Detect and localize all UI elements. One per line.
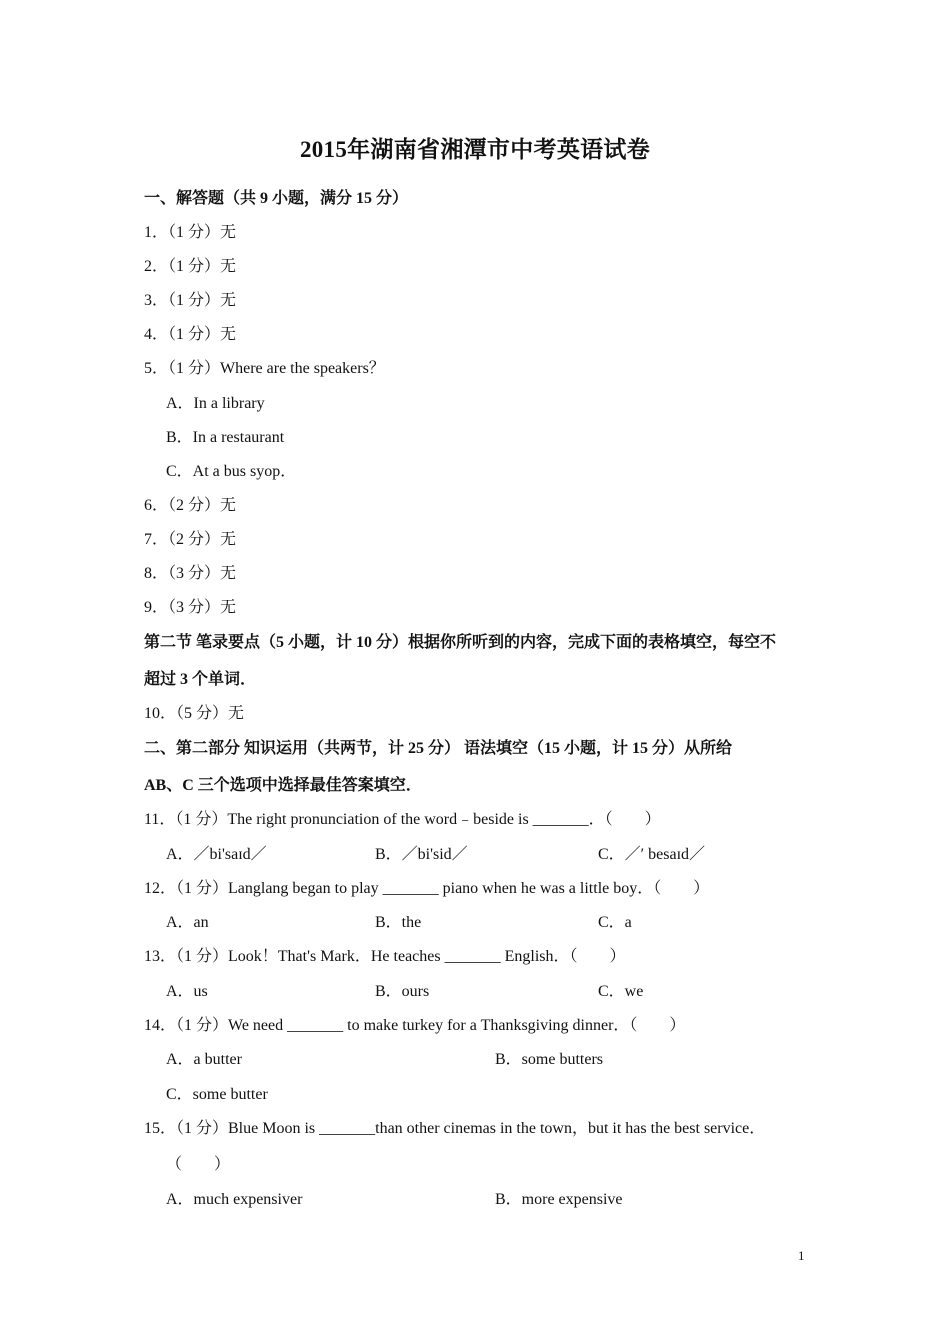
question-3: 3．（1 分）无 [144,292,237,309]
part2-heading-line2: 超过 3 个单词． [144,671,257,688]
question-9: 9．（3 分）无 [144,599,237,616]
question-11: 11．（1 分）The right pronunciation of the word﹣beside is _______．（ ） [144,811,661,828]
q11-option-a: A．／bi'saɪd／ [166,846,267,863]
q14-option-a: A．a butter [166,1051,242,1068]
q11-option-b: B．／bi'sid／ [375,846,468,863]
q5-option-a: A．In a library [166,395,265,412]
question-12: 12．（1 分）Langlang began to play _______ piano when he was a little boy．（ ） [144,880,710,897]
question-4: 4．（1 分）无 [144,326,237,343]
question-15: 15．（1 分）Blue Moon is _______than other cinemas in the town，but it has the best service． [144,1120,766,1137]
q5-option-b: B．In a restaurant [166,429,285,446]
q13-option-c: C．we [598,983,644,1000]
section2-heading-line1: 二、第二部分 知识运用（共两节，计 25 分） 语法填空（15 小题，计 15 分）从所给 [144,740,733,757]
q14-option-c: C．some butter [166,1086,268,1103]
q5-option-c: C．At a bus syop． [166,463,297,480]
q15-option-b: B．more expensive [495,1191,623,1208]
question-5: 5．（1 分）Where are the speakers？ [144,360,385,377]
question-14: 14．（1 分）We need _______ to make turkey for a Thanksgiving dinner．（ ） [144,1017,686,1034]
section2-heading-line2: AB、C 三个选项中选择最佳答案填空． [144,777,422,794]
q14-option-b: B．some butters [495,1051,603,1068]
q13-option-a: A．us [166,983,208,1000]
question-13: 13．（1 分）Look！That's Mark．He teaches _______ English．（ ） [144,948,626,965]
q15-option-a: A．much expensiver [166,1191,303,1208]
question-2: 2．（1 分）无 [144,258,237,275]
question-1: 1．（1 分）无 [144,224,237,241]
page-title: 2015年湖南省湘潭市中考英语试卷 [299,137,651,162]
part2-heading-line1: 第二节 笔录要点（5 小题，计 10 分）根据你所听到的内容，完成下面的表格填空，每空不 [144,634,777,651]
question-10: 10．（5 分）无 [144,705,245,722]
q11-option-c: C．／′ besaɪd／ [598,846,706,863]
q12-option-b: B．the [375,914,422,931]
question-6: 6．（2 分）无 [144,497,237,514]
question-8: 8．（3 分）无 [144,565,237,582]
section1-heading: 一、解答题（共 9 小题，满分 15 分） [144,190,409,207]
q12-option-c: C．a [598,914,632,931]
q15-answer-parentheses: （ ） [166,1156,231,1173]
page-number: 1 [798,1248,805,1263]
q12-option-a: A．an [166,914,209,931]
question-7: 7．（2 分）无 [144,531,237,548]
q13-option-b: B．ours [375,983,430,1000]
